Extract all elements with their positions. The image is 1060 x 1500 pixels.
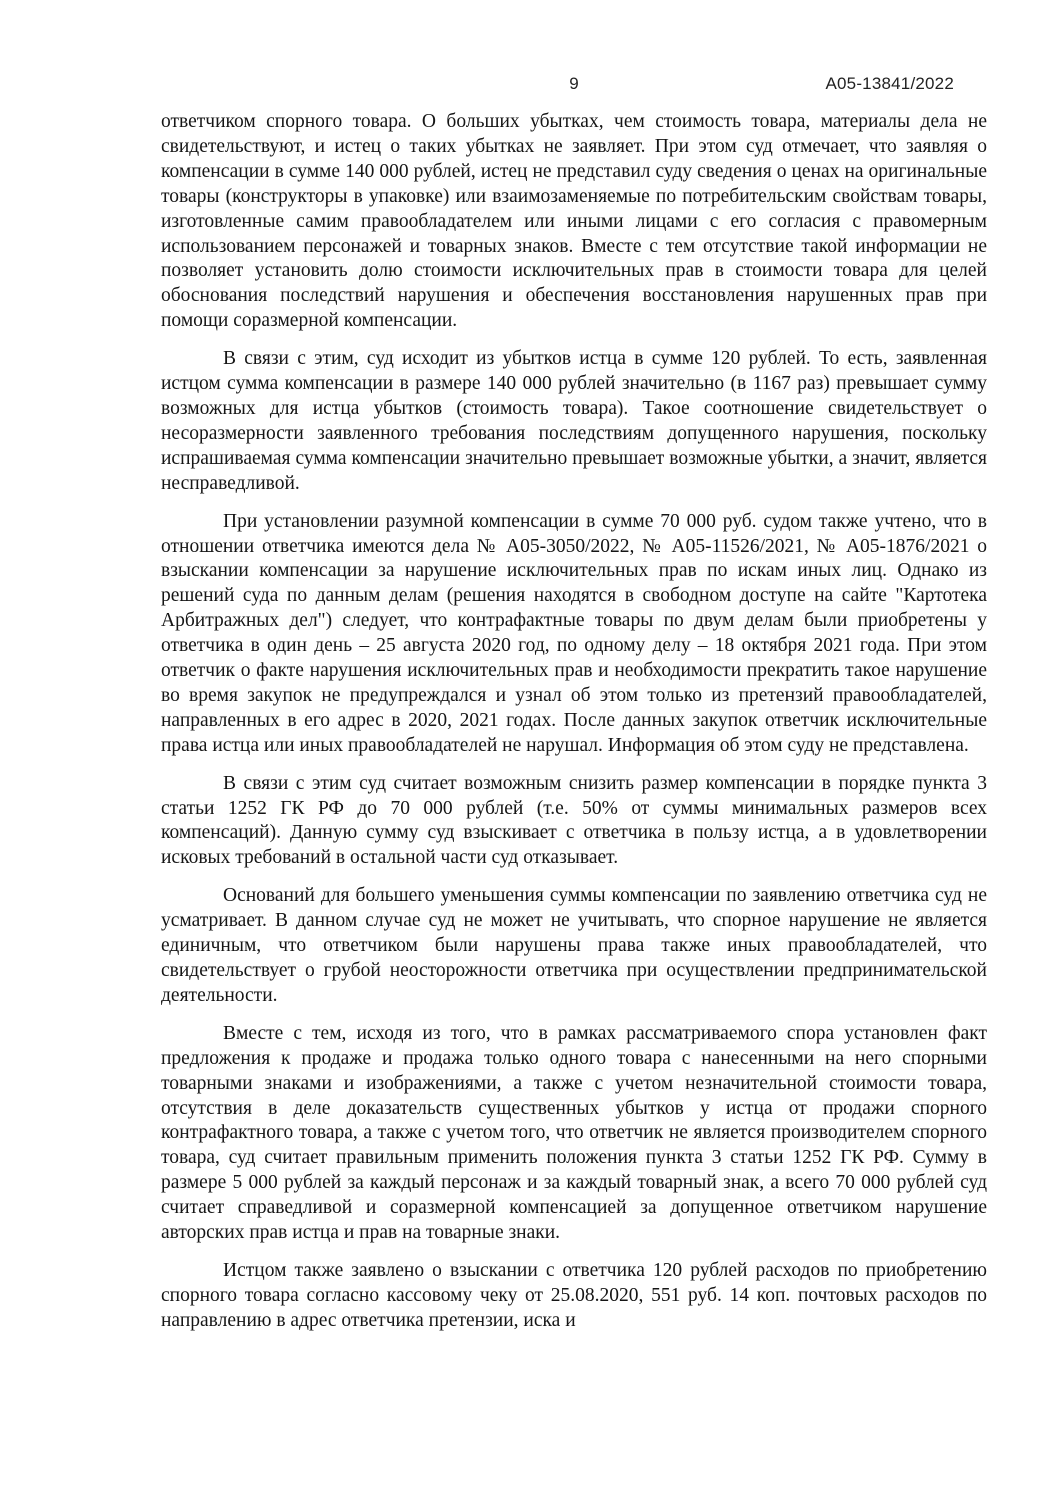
- body-paragraph: ответчиком спорного товара. О больших убытках, чем стоимость товара, материалы дела не свидетельствуют, и истец о таких убытках не заявляет. При этом суд отмечает, что заявляя о компенсации в сумме 140 000 рублей, истец не представил суду сведения о ценах на оригинальные товары (конструкторы в упаковке) или взаимозаменяемые по потребительским свойствам товары, изготовленные самим правообладателем или иными лицами с его согласия с правомерным использованием персонажей и товарных знаков. Вместе с тем отсутствие такой информации не позволяет установить долю стоимости исключительных прав в стоимости товара для целей обоснования последствий нарушения и обеспечения восстановления нарушенных прав при помощи соразмерной компенсации.: [161, 111, 987, 332]
- body-paragraph: Вместе с тем, исходя из того, что в рамках рассматриваемого спора установлен факт предложения к продаже и продажа только одного товара с нанесенными на него спорными товарными знаками и изображениями, а также с учетом незначительной стоимости товара, отсутствия в деле доказательств существенных убытков у истца от продажи спорного контрафактного товара, а также с учетом того, что ответчик не является производителем спорного товара, суд считает правильным применить положения пункта 3 статьи 1252 ГК РФ. Сумму в размере 5 000 рублей за каждый персонаж и за каждый товарный знак, а всего 70 000 рублей суд считает справедливой и соразмерной компенсацией за допущенное ответчиком нарушение авторских прав истца и прав на товарные знаки.: [161, 1022, 987, 1244]
- body-paragraph: В связи с этим, суд исходит из убытков истца в сумме 120 рублей. То есть, заявленная истцом сумма компенсации в размере 140 000 рублей значительно (в 1167 раз) превышает сумму возможных для истца убытков (стоимость товара). Такое соотношение свидетельствует о несоразмерности заявленного требования последствиям допущенного нарушения, поскольку испрашиваемая сумма компенсации значительно превышает возможные убытки, а значит, является несправедливой.: [161, 348, 987, 494]
- body-paragraph: В связи с этим суд считает возможным снизить размер компенсации в порядке пункта 3 статьи 1252 ГК РФ до 70 000 рублей (т.е. 50% от суммы минимальных размеров всех компенсаций). Данную сумму суд взыскивает с ответчика в пользу истца, а в удовлетворении исковых требований в остальной части суд отказывает.: [161, 772, 987, 869]
- body-paragraph: Истцом также заявлено о взыскании с ответчика 120 рублей расходов по приобретению спорного товара согласно кассовому чеку от 25.08.2020, 551 руб. 14 коп. почтовых расходов по направлению в адрес ответчика претензии, иска и: [161, 1259, 987, 1331]
- body-paragraph: Оснований для большего уменьшения суммы компенсации по заявлению ответчика суд не усматривает. В данном случае суд не может не учитывать, что спорное нарушение не является единичным, что ответчиком были нарушены права также иных правообладателей, что свидетельствует о грубой неосторожности ответчика при осуществлении предпринимательской деятельности.: [161, 885, 987, 1006]
- page-header: [161, 74, 987, 96]
- body-paragraph: При установлении разумной компенсации в сумме 70 000 руб. судом также учтено, что в отношении ответчика имеются дела № А05-3050/2022, № А05-11526/2021, № А05-1876/2021 о взыскании компенсации за нарушение исключительных прав по искам иных лиц. Однако из решений суда по данным делам (решения находятся в свободном доступе на сайте "Картотека Арбитражных дел") следует, что контрафактные товары по двум делам были приобретены у ответчика в один день – 25 августа 2020 год, по одному делу – 18 октября 2021 года. При этом ответчик о факте нарушения исключительных прав и необходимости прекратить такое нарушение во время закупок не предупреждался и узнал об этом только из претензий правообладателей, направленных в его адрес в 2020, 2021 годах. После данных закупок ответчик исключительные права истца или иных правообладателей не нарушал. Информация об этом суду не представлена.: [161, 510, 987, 756]
- page-number: 9: [569, 74, 579, 93]
- case-number: А05-13841/2022: [825, 74, 954, 93]
- document-body: [161, 110, 987, 1347]
